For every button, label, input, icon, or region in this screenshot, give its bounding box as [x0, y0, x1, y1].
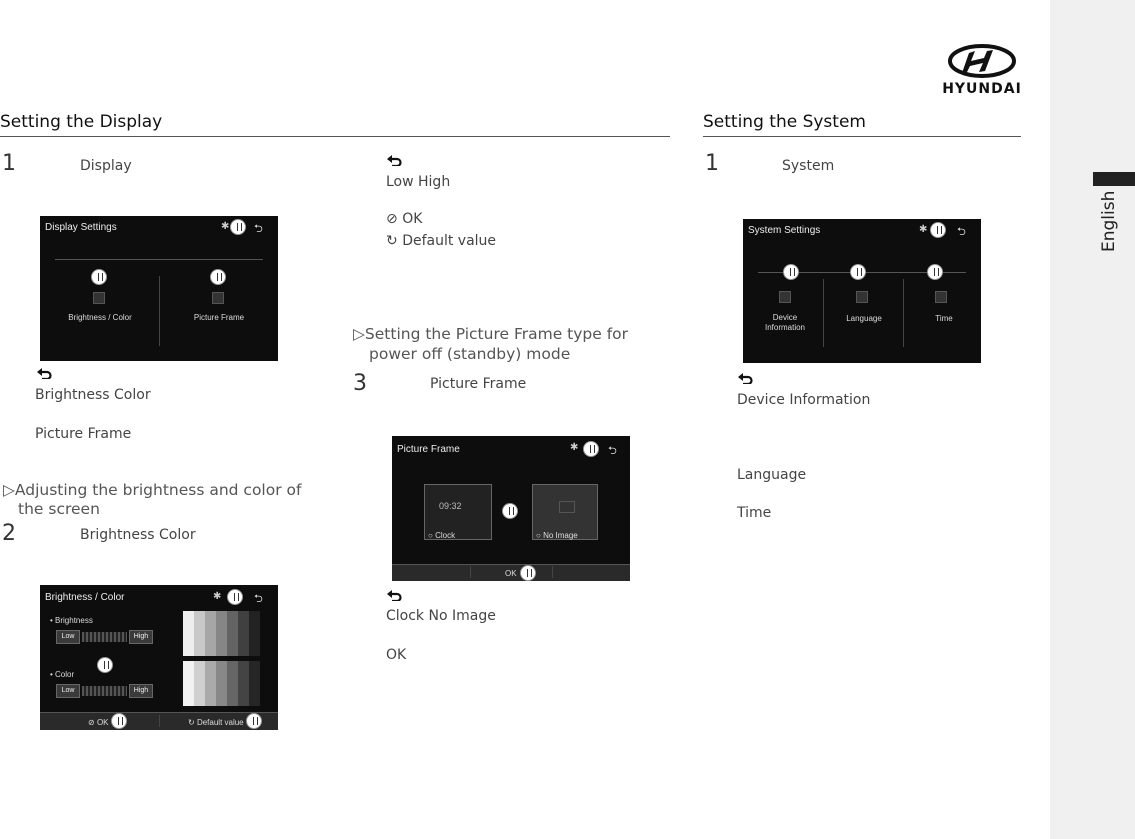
language-icon — [856, 291, 868, 303]
display-step-3-number: 3 — [353, 371, 367, 396]
brand-name: HYUNDAI — [942, 81, 1022, 97]
gray-swatch — [227, 611, 238, 656]
gray-swatch — [183, 611, 194, 656]
bluetooth-icon: ✱ — [213, 591, 222, 602]
bluetooth-icon: ✱ — [919, 224, 928, 235]
back-icon[interactable]: ⮌ — [254, 593, 263, 605]
color-swatch — [183, 661, 194, 706]
brightness-label: • Brightness — [50, 616, 93, 625]
color-swatch — [205, 661, 216, 706]
back-icon — [386, 589, 402, 601]
display-section-title: Setting the Display — [0, 112, 163, 132]
controller-knob-icon — [210, 269, 226, 285]
color-label: • Color — [50, 670, 75, 679]
note-picture-frame: Picture Frame — [35, 426, 132, 442]
bluetooth-icon: ✱ — [570, 442, 579, 453]
bar-divider — [552, 566, 553, 578]
ok-button[interactable]: ⊘ OK — [88, 718, 109, 727]
back-icon[interactable]: ⮌ — [957, 226, 966, 238]
display-step-2-number: 2 — [2, 521, 16, 546]
system-title-rule — [703, 136, 1021, 137]
back-icon — [737, 372, 753, 384]
screen-title: System Settings — [748, 225, 821, 236]
language-tab-marker — [1093, 172, 1135, 186]
gray-swatch — [205, 611, 216, 656]
clock-option-label: ○ Clock — [428, 531, 456, 540]
back-icon — [36, 367, 52, 379]
controller-knob-icon — [246, 713, 262, 729]
back-icon — [386, 154, 402, 166]
gray-swatch — [249, 611, 260, 656]
controller-knob-icon — [230, 219, 246, 235]
item-divider — [823, 279, 824, 347]
item-divider — [159, 276, 160, 346]
bluetooth-icon: ✱ — [221, 221, 230, 232]
subheading-picture-frame-line2: power off (standby) mode — [369, 345, 571, 363]
menu-item-device-information[interactable]: Device Information — [764, 313, 806, 332]
subheading-brightness-line1: ▷Adjusting the brightness and color of — [3, 481, 302, 499]
note-device-information: Device Information — [737, 392, 871, 408]
controller-knob-icon — [91, 269, 107, 285]
brightness-slider[interactable] — [82, 632, 127, 642]
color-high-button[interactable]: High — [129, 684, 153, 698]
screen-title: Picture Frame — [397, 444, 460, 455]
no-image-option-label: ○ No Image — [536, 531, 578, 540]
display-step-1-text: Display — [80, 158, 132, 174]
gray-swatch — [194, 611, 205, 656]
color-swatch — [194, 661, 205, 706]
info-icon — [779, 291, 791, 303]
display-step-2-text: Brightness Color — [80, 527, 196, 543]
subheading-picture-frame-line1: ▷Setting the Picture Frame type for — [353, 325, 629, 343]
picture-frame-icon — [212, 292, 224, 304]
screen-title: Brightness / Color — [45, 592, 125, 603]
subheading-brightness-line2: the screen — [18, 500, 100, 518]
note-time: Time — [737, 505, 772, 521]
brightness-color-screen — [40, 585, 278, 730]
default-value-button[interactable]: ↻ Default value — [188, 718, 244, 727]
note-clock-no-image: Clock No Image — [386, 608, 496, 624]
image-icon — [559, 501, 575, 513]
display-settings-screen — [40, 216, 278, 361]
controller-knob-icon — [502, 503, 518, 519]
controller-knob-icon — [927, 264, 943, 280]
note-default-value: ↻ Default value — [386, 233, 497, 249]
system-section-title: Setting the System — [703, 112, 866, 132]
menu-item-language[interactable]: Language — [846, 314, 882, 323]
note-language: Language — [737, 467, 807, 483]
controller-knob-icon — [930, 222, 946, 238]
menu-item-brightness-color[interactable]: Brightness / Color — [68, 313, 132, 322]
scroll-line — [55, 259, 263, 260]
back-icon[interactable]: ⮌ — [608, 445, 617, 457]
note-brightness-color: Brightness Color — [35, 387, 151, 403]
gray-swatch — [216, 611, 227, 656]
color-low-button[interactable]: Low — [56, 684, 80, 698]
brightness-high-button[interactable]: High — [129, 630, 153, 644]
controller-knob-icon — [850, 264, 866, 280]
menu-item-picture-frame[interactable]: Picture Frame — [193, 313, 245, 322]
brightness-icon — [93, 292, 105, 304]
system-step-1-text: System — [782, 158, 835, 174]
picture-frame-screen — [392, 436, 630, 581]
language-sidebar — [1050, 0, 1135, 839]
controller-knob-icon — [227, 589, 243, 605]
system-step-1-number: 1 — [705, 151, 719, 176]
gray-swatch — [238, 611, 249, 656]
controller-knob-icon — [520, 565, 536, 581]
ok-button[interactable]: OK — [505, 569, 517, 578]
system-settings-screen — [743, 219, 981, 363]
controller-knob-icon — [583, 441, 599, 457]
color-swatch — [227, 661, 238, 706]
bar-divider — [159, 715, 160, 727]
screen-title: Display Settings — [45, 222, 117, 233]
note-ok-confirm: OK — [386, 647, 407, 663]
item-divider — [903, 279, 904, 347]
clock-icon — [935, 291, 947, 303]
brightness-low-button[interactable]: Low — [56, 630, 80, 644]
note-low-high: Low High — [386, 174, 451, 190]
color-swatch — [216, 661, 227, 706]
menu-item-time[interactable]: Time — [935, 314, 953, 323]
controller-knob-icon — [783, 264, 799, 280]
display-title-rule — [0, 136, 670, 137]
display-step-3-text: Picture Frame — [430, 376, 527, 392]
back-icon[interactable]: ⮌ — [254, 223, 263, 235]
controller-knob-icon — [97, 657, 113, 673]
color-swatch — [249, 661, 260, 706]
clock-time: 09:32 — [439, 501, 462, 511]
display-step-1-number: 1 — [2, 151, 16, 176]
controller-knob-icon — [111, 713, 127, 729]
color-slider[interactable] — [82, 686, 127, 696]
color-swatch — [238, 661, 249, 706]
note-ok: ⊘ OK — [386, 211, 423, 227]
language-tab-label: English — [1099, 190, 1119, 252]
bar-divider — [470, 566, 471, 578]
